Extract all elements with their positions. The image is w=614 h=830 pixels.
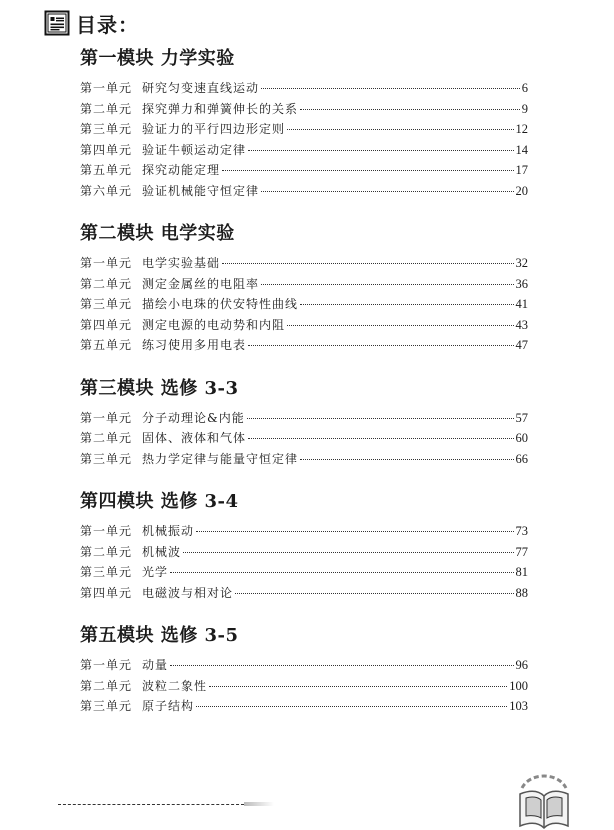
page-number: 41 <box>515 297 528 311</box>
toc-entry[interactable] <box>80 140 528 161</box>
topic-title: 分子动理论&内能 <box>142 410 245 425</box>
page-number: 12 <box>515 122 528 136</box>
dot-leader <box>196 531 513 532</box>
unit-label: 第四单元 <box>80 585 133 600</box>
toc-entry[interactable] <box>80 428 528 449</box>
page-number: 47 <box>515 338 528 352</box>
dot-leader <box>222 263 513 264</box>
dot-leader <box>261 284 513 285</box>
page-number: 36 <box>515 276 528 291</box>
toc-entry[interactable] <box>80 315 528 336</box>
toc-entry[interactable] <box>80 542 528 563</box>
dot-leader <box>170 572 513 573</box>
page-number: 9 <box>521 101 528 116</box>
page-number: 81 <box>515 565 528 579</box>
unit-label: 第三单元 <box>80 565 133 579</box>
toc-entry[interactable] <box>80 294 528 315</box>
dot-leader <box>247 418 514 419</box>
topic-title: 电磁波与相对论 <box>142 585 234 600</box>
toc-module <box>80 489 528 603</box>
toc-entry[interactable] <box>80 449 528 470</box>
unit-label: 第一单元 <box>80 658 133 672</box>
toc-module <box>80 376 528 470</box>
topic-title: 电学实验基础 <box>142 256 221 270</box>
module-title: 第五模块 选修 3-5 <box>80 625 239 646</box>
unit-label: 第二单元 <box>80 431 133 445</box>
toc-entry[interactable] <box>80 408 528 429</box>
unit-label: 第一单元 <box>80 256 133 270</box>
unit-label: 第二单元 <box>80 544 133 559</box>
unit-label: 第四单元 <box>80 317 133 332</box>
module-title: 第一模块 力学实验 <box>80 48 235 69</box>
module-title: 第四模块 选修 3-4 <box>80 491 239 512</box>
table-of-contents <box>80 46 528 737</box>
dot-leader <box>222 170 513 171</box>
topic-title: 测定金属丝的电阻率 <box>142 276 260 291</box>
topic-title: 波粒二象性 <box>142 678 208 693</box>
topic-title: 固体、液体和气体 <box>142 431 247 445</box>
topic-title: 原子结构 <box>142 699 195 713</box>
toc-entry[interactable] <box>80 655 528 676</box>
page-number: 66 <box>515 451 528 466</box>
topic-title: 机械波 <box>142 544 182 559</box>
page-number: 57 <box>515 410 528 425</box>
toc-module <box>80 221 528 356</box>
topic-title: 热力学定律与能量守恒定律 <box>142 451 299 466</box>
page-number: 103 <box>509 699 528 713</box>
dot-leader <box>183 552 513 553</box>
toc-entry[interactable] <box>80 253 528 274</box>
dot-leader <box>196 706 507 707</box>
dot-leader <box>261 191 513 192</box>
dot-leader <box>261 88 520 89</box>
unit-label: 第三单元 <box>80 122 133 136</box>
toc-entry[interactable] <box>80 274 528 295</box>
unit-label: 第三单元 <box>80 699 133 713</box>
module-title: 第三模块 选修 3-3 <box>80 377 239 399</box>
dot-leader <box>209 686 507 687</box>
unit-label: 第一单元 <box>80 524 133 538</box>
dot-leader <box>300 304 513 305</box>
unit-label: 第二单元 <box>80 101 133 116</box>
dot-leader <box>287 129 513 130</box>
page-number: 100 <box>509 678 528 693</box>
dot-leader <box>248 150 513 151</box>
toc-entry[interactable] <box>80 335 528 356</box>
unit-label: 第一单元 <box>80 81 133 95</box>
toc-entry[interactable] <box>80 696 528 717</box>
page-number: 17 <box>515 163 528 177</box>
unit-label: 第一单元 <box>80 410 133 425</box>
topic-title: 验证力的平行四边形定则 <box>142 122 286 136</box>
topic-title: 验证牛顿运动定律 <box>142 142 247 157</box>
page-number: 14 <box>515 142 528 157</box>
unit-label: 第三单元 <box>80 297 133 311</box>
dot-leader <box>287 325 513 326</box>
unit-label: 第五单元 <box>80 338 133 352</box>
topic-title: 探究动能定理 <box>142 163 221 177</box>
page-number: 20 <box>515 183 528 198</box>
topic-title: 研究匀变速直线运动 <box>142 81 260 95</box>
topic-title: 光学 <box>142 565 169 579</box>
page-number: 73 <box>515 524 528 538</box>
footer-divider-fade <box>244 802 274 806</box>
topic-title: 动量 <box>142 658 169 672</box>
unit-label: 第三单元 <box>80 451 133 466</box>
document-list-icon <box>44 10 70 36</box>
page-number: 96 <box>515 658 528 672</box>
module-title: 第二模块 电学实验 <box>80 223 235 244</box>
page-number: 32 <box>515 256 528 270</box>
dot-leader <box>248 345 513 346</box>
toc-title: 目录： <box>76 12 139 37</box>
toc-module <box>80 623 528 717</box>
dot-leader <box>300 109 520 110</box>
toc-entry[interactable] <box>80 78 528 99</box>
topic-title: 探究弹力和弹簧伸长的关系 <box>142 101 299 116</box>
toc-entry[interactable] <box>80 160 528 181</box>
toc-entry[interactable] <box>80 99 528 120</box>
page-number: 77 <box>515 544 528 559</box>
toc-entry[interactable] <box>80 521 528 542</box>
unit-label: 第六单元 <box>80 183 133 198</box>
footer-divider <box>58 804 244 805</box>
topic-title: 机械振动 <box>142 524 195 538</box>
toc-entry[interactable] <box>80 562 528 583</box>
unit-label: 第二单元 <box>80 276 133 291</box>
page-number: 88 <box>515 585 528 600</box>
topic-title: 测定电源的电动势和内阻 <box>142 317 286 332</box>
dot-leader <box>248 438 513 439</box>
toc-entry[interactable] <box>80 119 528 140</box>
unit-label: 第四单元 <box>80 142 133 157</box>
topic-title: 描绘小电珠的伏安特性曲线 <box>142 297 299 311</box>
toc-entry[interactable] <box>80 583 528 604</box>
page-number: 43 <box>515 317 528 332</box>
unit-label: 第五单元 <box>80 163 133 177</box>
toc-entry[interactable] <box>80 181 528 202</box>
page-number: 6 <box>521 81 528 95</box>
topic-title: 验证机械能守恒定律 <box>142 183 260 198</box>
page-number: 60 <box>515 431 528 445</box>
topic-title: 练习使用多用电表 <box>142 338 247 352</box>
open-book-logo <box>516 768 572 830</box>
dot-leader <box>300 459 513 460</box>
unit-label: 第二单元 <box>80 678 133 693</box>
dot-leader <box>235 593 513 594</box>
toc-entry[interactable] <box>80 676 528 697</box>
toc-module <box>80 46 528 201</box>
toc-header <box>44 8 139 38</box>
dot-leader <box>170 665 513 666</box>
